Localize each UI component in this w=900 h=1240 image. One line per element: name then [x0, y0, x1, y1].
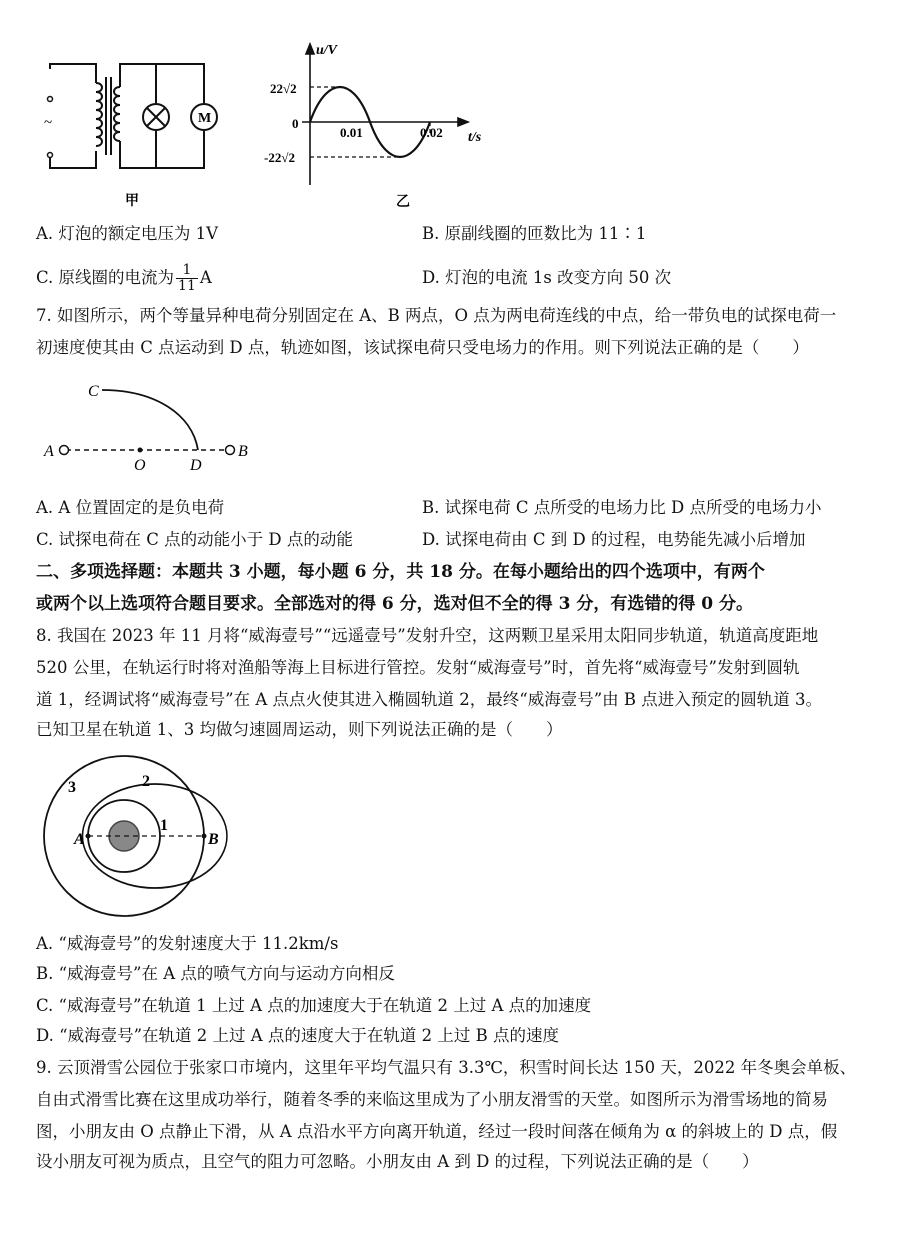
q8-option-a: A. “威海壹号”的发射速度大于 11.2km/s	[36, 934, 339, 953]
x-tick-002: 0.02	[420, 125, 443, 140]
q8-option-b: B. “威海壹号”在 A 点的喷气方向与运动方向相反	[36, 964, 395, 983]
orbit-3-label: 3	[68, 779, 76, 796]
q6-option-c	[36, 258, 212, 298]
q6-option-c-unit: A	[199, 268, 212, 287]
q9-stem-line4: 设小朋友可视为质点，且空气的阻力可忽略。小朋友由 A 到 D 的过程，下列说法正确的是（ ）	[36, 1152, 759, 1171]
point-d-label: D	[190, 457, 202, 474]
q7-stem-line1: 7. 如图所示，两个等量异种电荷分别固定在 A、B 两点，O 点为两电荷连线的中点，给一带负电的试探电荷一	[36, 306, 837, 325]
q6-option-b: B. 原副线圈的匝数比为 11∶1	[422, 224, 647, 243]
figure-yi-label: 乙	[396, 195, 410, 210]
fraction-denominator: 11	[178, 278, 196, 294]
section2-heading-line2: 或两个以上选项符合题目要求。全部选对的得 6 分，选对但不全的得 3 分，有选错的得 0 分。	[36, 594, 753, 614]
q6-option-c-fraction	[176, 263, 198, 294]
orbit-2-label: 2	[142, 773, 150, 790]
q8-option-c: C. “威海壹号”在轨道 1 上过 A 点的加速度大于在轨道 2 上过 A 点的加速度	[36, 996, 592, 1015]
q8-stem-line1: 8. 我国在 2023 年 11 月将“威海壹号”“远遥壹号”发射升空，这两颗卫星采用太阳同步轨道，轨道高度距地	[36, 626, 819, 645]
transformer-circuit-figure	[38, 55, 228, 215]
x-axis-label: t/s	[468, 130, 482, 145]
q8-stem-line2: 520 公里，在轨运行时将对渔船等海上目标进行管控。发射“威海壹号”时，首先将“威海壹号”发射到圆轨	[36, 658, 800, 677]
y-tick-zero: 0	[292, 116, 299, 131]
figure-jia-label: 甲	[125, 194, 139, 209]
y-tick-bottom: -22√2	[264, 150, 295, 165]
q7-option-a: A. A 位置固定的是负电荷	[36, 498, 225, 517]
point-c-label: C	[88, 383, 99, 400]
q9-stem-line3: 图，小朋友由 O 点静止下滑，从 A 点沿水平方向离开轨道，经过一段时间落在倾角为 α 的斜坡上的 D 点，假	[36, 1122, 838, 1141]
q8-option-d: D. “威海壹号”在轨道 2 上过 A 点的速度大于在轨道 2 上过 B 点的速度	[36, 1026, 559, 1045]
q6-option-c-text: C. 原线圈的电流为	[36, 268, 175, 287]
satellite-orbits-figure	[36, 752, 236, 927]
q6-option-a: A. 灯泡的额定电压为 1V	[36, 224, 219, 243]
section2-heading-line1: 二、多项选择题：本题共 3 小题，每小题 6 分，共 18 分。在每小题给出的四个选项中，有两个	[36, 562, 765, 582]
q9-stem-line1: 9. 云顶滑雪公园位于张家口市境内，这里年平均气温只有 3.3℃，积雪时间长达 150 天，2022 年冬奥会单板、	[36, 1058, 857, 1077]
q7-option-d: D. 试探电荷由 C 到 D 的过程，电势能先减小后增加	[422, 530, 806, 549]
point-a-label: A	[44, 443, 54, 460]
charge-trajectory-figure	[40, 372, 280, 482]
point-b-label: B	[208, 831, 219, 848]
q7-stem-line2: 初速度使其由 C 点运动到 D 点，轨迹如图，该试探电荷只受电场力的作用。则下列说法正确的是（ ）	[36, 338, 809, 357]
ac-source-symbol: ~	[44, 115, 53, 131]
fraction-numerator: 1	[176, 263, 198, 279]
q6-option-d: D. 灯泡的电流 1s 改变方向 50 次	[422, 268, 672, 287]
q8-stem-line4: 已知卫星在轨道 1、3 均做匀速圆周运动，则下列说法正确的是（ ）	[36, 720, 563, 739]
point-o-label: O	[134, 457, 146, 474]
q8-stem-line3: 道 1，经调试将“威海壹号”在 A 点点火使其进入椭圆轨道 2，最终“威海壹号”由 B 点进入预定的圆轨道 3。	[36, 690, 822, 709]
q7-option-c: C. 试探电荷在 C 点的动能小于 D 点的动能	[36, 530, 353, 549]
motor-label: M	[198, 111, 212, 126]
point-a-label: A	[74, 831, 85, 848]
orbit-1-label: 1	[160, 817, 168, 834]
q7-option-b: B. 试探电荷 C 点所受的电场力比 D 点所受的电场力小	[422, 498, 822, 517]
point-b-label: B	[238, 443, 248, 460]
x-tick-001: 0.01	[340, 125, 363, 140]
y-axis-label: u/V	[316, 43, 338, 58]
y-tick-top: 22√2	[270, 81, 297, 96]
q9-stem-line2: 自由式滑雪比赛在这里成功举行，随着冬季的来临这里成为了小朋友滑雪的天堂。如图所示为滑雪场地的简易	[36, 1090, 828, 1109]
voltage-time-graph	[262, 40, 497, 215]
